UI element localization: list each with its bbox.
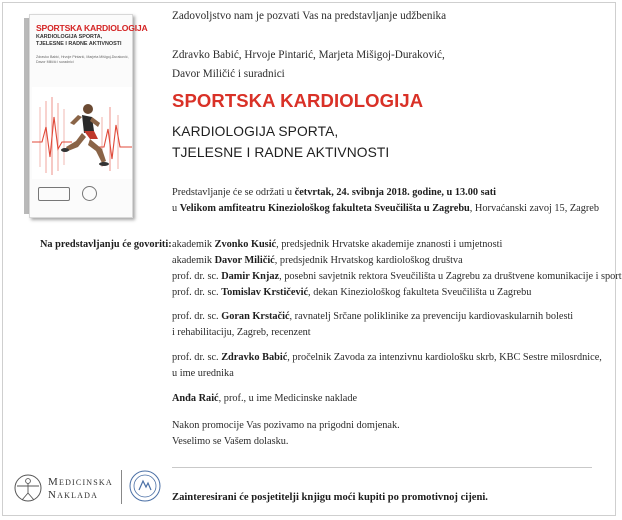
event-date: četvrtak, 24. svibnja 2018. godine, u 13.00 sati	[294, 187, 497, 198]
cover-author-line: Zdravko Babić, Hrvoje Pintarić, Marjeta Mišigoj-Duraković,	[36, 55, 129, 59]
faculty-seal-icon	[129, 470, 161, 502]
cover-title: SPORTSKA KARDIOLOGIJA	[36, 23, 148, 33]
speaker-name: Goran Krstačić	[221, 311, 290, 322]
speaker-item	[172, 285, 531, 300]
speaker-item	[172, 269, 622, 284]
speaker-name: Davor Miličić	[214, 255, 275, 266]
event-date-prefix: Predstavljanje će se održati u	[172, 187, 295, 198]
closing-line-2: Veselimo se Vašem dolasku.	[172, 436, 289, 447]
speaker-role: , pročelnik Zavoda za intenzivnu kardiološku skrb, KBC Sestre milosrdnice,	[287, 352, 602, 363]
speaker-title: akademik	[172, 239, 215, 250]
speaker-title: prof. dr. sc.	[172, 271, 222, 282]
book-title: SPORTSKA KARDIOLOGIJA	[172, 90, 424, 111]
speaker-item-continuation: u ime urednika	[172, 368, 234, 379]
speaker-role: , posebni savjetnik rektora Sveučilišta u Zagrebu za društvene komunikacije i sport	[279, 271, 622, 282]
event-date-line	[172, 185, 496, 200]
speaker-title: prof. dr. sc.	[172, 352, 222, 363]
cover-publisher-logo	[38, 187, 70, 201]
authors-line-2: Davor Miličić i suradnici	[172, 68, 285, 80]
speaker-title: prof. dr. sc.	[172, 287, 222, 298]
speaker-name: Tomislav Krstičević	[221, 287, 309, 298]
event-venue-prefix: u	[172, 203, 180, 214]
cover-author-line: Davor Miličić i suradnici	[36, 60, 74, 64]
publisher-name-line: Medicinska	[48, 476, 113, 488]
logo-divider	[121, 470, 122, 504]
cover-authors	[36, 55, 129, 65]
speaker-item	[172, 253, 463, 268]
event-address: , Horvaćanski zavoj 15, Zagreb	[469, 203, 600, 214]
authors-line-1: Zdravko Babić, Hrvoje Pintarić, Marjeta Mišigoj-Duraković,	[172, 49, 445, 61]
speaker-role: , predsjednik Hrvatske akademije znanosti i umjetnosti	[276, 239, 503, 250]
speaker-title: akademik	[172, 255, 215, 266]
speakers-label: Na predstavljanju će govoriti:	[40, 239, 172, 250]
speaker-role: , ravnatelj Srčane poliklinike za prevenciju kardiovaskularnih bolesti	[289, 311, 574, 322]
speaker-name: Zdravko Babić	[221, 352, 288, 363]
speaker-item-continuation: i rehabilitaciju, Zagreb, recenzent	[172, 327, 311, 338]
cover-subtitle-line: TJELESNE I RADNE AKTIVNOSTI	[36, 40, 122, 47]
book-subtitle-line-2: TJELESNE I RADNE AKTIVNOSTI	[172, 145, 390, 160]
speaker-role: , predsjednik Hrvatskog kardiološkog društva	[274, 255, 463, 266]
book-cover	[24, 14, 148, 219]
speaker-title: prof. dr. sc.	[172, 311, 222, 322]
book-subtitle-line-1: KARDIOLOGIJA SPORTA,	[172, 124, 339, 139]
divider	[172, 467, 592, 468]
speaker-name: Zvonko Kusić	[214, 239, 277, 250]
event-venue: Velikom amfiteatru Kineziološkog fakulteta Sveučilišta u Zagrebu	[179, 203, 470, 214]
cover-runner-illustration	[32, 87, 132, 179]
closing-line-1: Nakon promocije Vas pozivamo na prigodni domjenak.	[172, 420, 400, 431]
event-venue-line	[172, 201, 599, 216]
speaker-item	[172, 350, 602, 365]
speaker-item	[172, 237, 502, 252]
vitruvian-icon	[13, 473, 43, 503]
faculty-seal	[129, 470, 161, 502]
speaker-name: Damir Knjaz	[221, 271, 280, 282]
book-cover-front	[29, 14, 148, 218]
speaker-item	[172, 309, 573, 324]
cover-seal-logo	[82, 186, 97, 201]
footer-note: Zainteresirani će posjetitelji knjigu moći kupiti po promotivnoj cijeni.	[172, 492, 488, 503]
publisher-name-line: Naklada	[48, 489, 99, 501]
publisher-name	[48, 476, 113, 502]
cover-subtitle	[36, 34, 121, 47]
intro-text: Zadovoljstvo nam je pozvati Vas na predstavljanje udžbenika	[172, 10, 447, 22]
publisher-logo	[13, 473, 43, 503]
speaker-role: , dekan Kineziološkog fakulteta Sveučilišta u Zagrebu	[308, 287, 532, 298]
speaker-item	[172, 391, 357, 406]
speaker-role: , prof., u ime Medicinske naklade	[218, 393, 358, 404]
cover-subtitle-line: KARDIOLOGIJA SPORTA,	[36, 34, 103, 40]
speaker-name: Anđa Raić	[172, 393, 219, 404]
